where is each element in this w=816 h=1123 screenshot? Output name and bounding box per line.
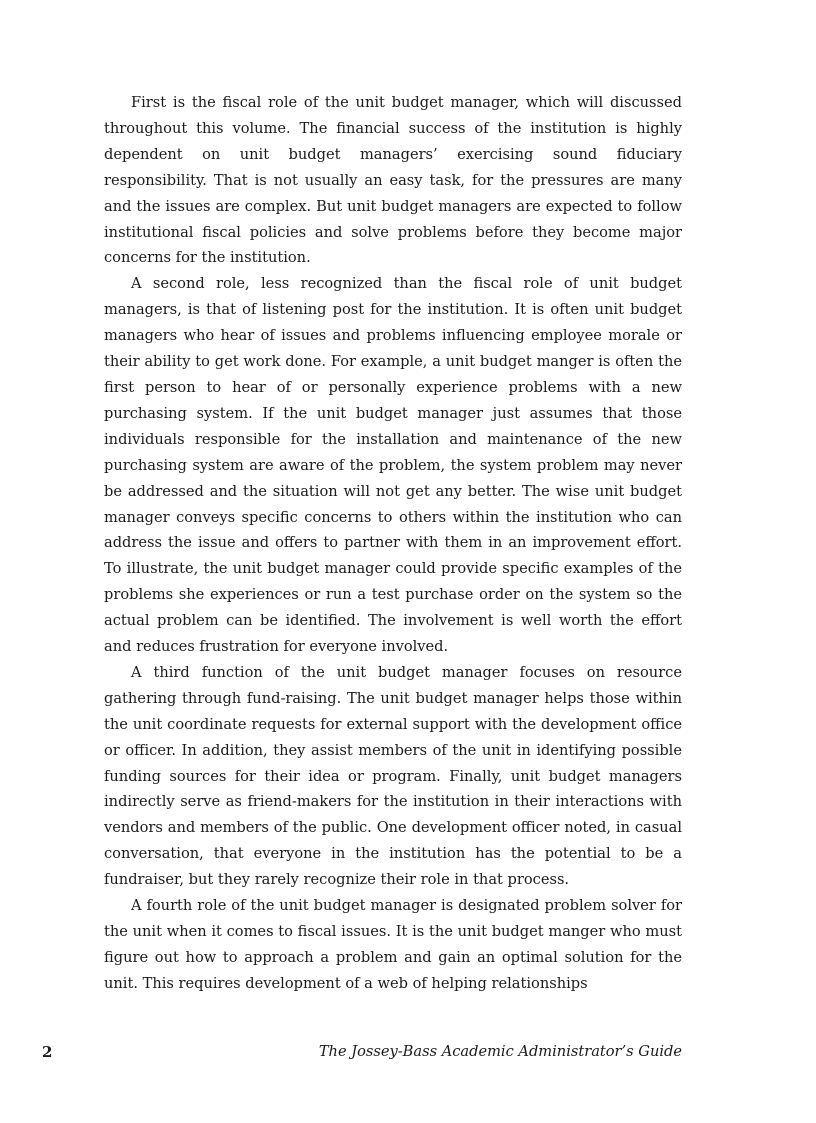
- page-number: 2: [42, 1043, 53, 1061]
- running-title: The Jossey-Bass Academic Administrator’s Guide: [318, 1043, 682, 1060]
- paragraph-fiscal-role: First is the fiscal role of the unit budget manager, which will discussed throughout this volume. The financial success of the institution is highly dependent on unit budget managers’ exercising sound fiduciary responsibility. That is not usually an easy task, for the pressures are many and the issues are complex. But unit budget managers are expected to follow institutional fiscal policies and solve problems before they become major concerns for the institution.: [104, 94, 682, 267]
- body-text: [104, 90, 682, 997]
- paragraph-problem-solver: A fourth role of the unit budget manager is designated problem solver for the unit when it comes to fiscal issues. It is the unit budget manger who must figure out how to approach a problem and gain an optimal solution for the unit. This requires development of a web of helping relationships: [104, 897, 682, 992]
- paragraph-listening-post: A second role, less recognized than the fiscal role of unit budget managers, is that of listening post for the institution. It is often unit budget managers who hear of issues and problems influencing employee morale or their ability to get work done. For example, a unit budget manger is often the first person to hear of or personally experience problems with a new purchasing system. If the unit budget manager just assumes that those individuals responsible for the installation and maintenance of the new purchasing system are aware of the problem, the system problem may never be addressed and the situation will not get any better. The wise unit budget manager conveys specific concerns to others within the institution who can address the issue and offers to partner with them in an improvement effort. To illustrate, the unit budget manager could provide specific examples of the problems she experiences or run a test purchase order on the system so the actual problem can be identified. The involvement is well worth the effort and reduces frustration for everyone involved.: [104, 275, 682, 656]
- paragraph-fund-raising: A third function of the unit budget manager focuses on resource gathering through fund-raising. The unit budget manager helps those within the unit coordinate requests for external support with the development office or officer. In addition, they assist members of the unit in identifying possible funding sources for their idea or program. Finally, unit budget managers indirectly serve as friend-makers for the institution in their interactions with vendors and members of the public. One development officer noted, in casual conversation, that everyone in the institution has the potential to be a fundraiser, but they rarely recognize their role in that process.: [104, 663, 682, 889]
- page-footer: [42, 1043, 682, 1067]
